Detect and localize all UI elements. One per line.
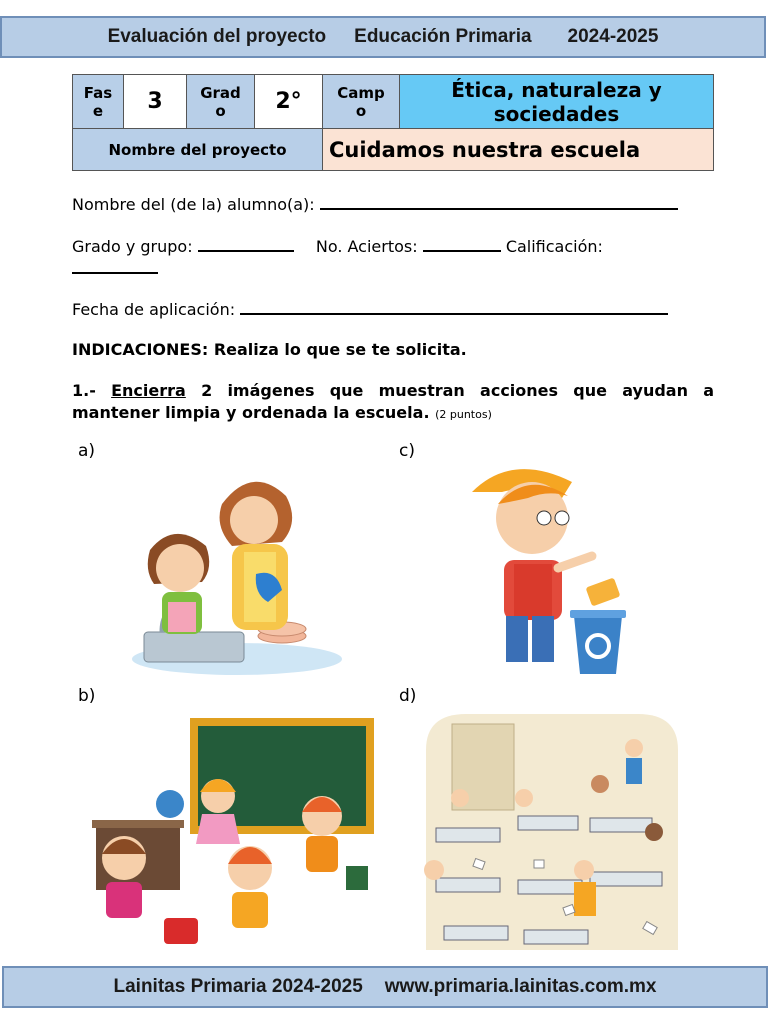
question-text: 2 imágenes que muestran acciones que ayudan a mantener limpia y ordenada la escuela. [72,381,715,422]
header-level: Educación Primaria [354,26,532,47]
nombre-proyecto-value: Cuidamos nuestra escuela [323,129,714,171]
grado-label: Grad o [187,75,255,129]
recycling-boy-illustration[interactable] [466,464,638,678]
aciertos-label: No. Aciertos: [315,237,418,256]
messy-classroom-illustration[interactable] [414,710,690,956]
cleaning-classroom-illustration[interactable] [92,716,380,952]
footer-banner [2,966,768,1008]
grado-value: 2° [255,75,323,129]
calificacion-label: Calificación: [505,237,603,256]
header-banner [0,16,766,58]
aciertos-blank[interactable] [423,236,501,252]
calificacion-row [72,258,158,278]
campo-label: Camp o [323,75,400,129]
option-b-label: b) [78,686,96,706]
fase-label: Fas e [73,75,124,129]
question-verb: Encierra [111,381,186,400]
grado-grupo-blank[interactable] [198,236,294,252]
fase-value: 3 [124,75,187,129]
grado-grupo-row [72,236,603,256]
footer-brand: Lainitas Primaria 2024-2025 [113,976,363,997]
grado-grupo-label: Grado y grupo: [72,237,193,256]
option-c-label: c) [399,441,415,461]
alumno-label: Nombre del (de la) alumno(a): [72,195,315,214]
calificacion-blank[interactable] [72,258,158,274]
header-year: 2024-2025 [567,26,659,47]
question-1 [72,380,714,426]
fecha-label: Fecha de aplicación: [72,300,236,319]
question-points: (2 puntos) [435,408,492,421]
footer-url[interactable]: www.primaria.lainitas.com.mx [384,976,657,997]
question-number: 1.- [72,381,96,400]
option-a-label: a) [78,441,96,461]
fecha-field[interactable] [72,299,668,319]
instructions: INDICACIONES: Realiza lo que se te solicita. [72,340,467,359]
header-title: Evaluación del proyecto [107,26,327,47]
dishwashing-illustration[interactable] [122,464,344,680]
alumno-blank[interactable] [320,194,678,210]
fecha-blank[interactable] [240,299,668,315]
option-d-label: d) [399,686,417,706]
info-table [72,74,714,171]
campo-value: Ética, naturaleza y sociedades [400,75,714,129]
nombre-proyecto-label: Nombre del proyecto [73,129,323,171]
alumno-field[interactable] [72,194,678,214]
